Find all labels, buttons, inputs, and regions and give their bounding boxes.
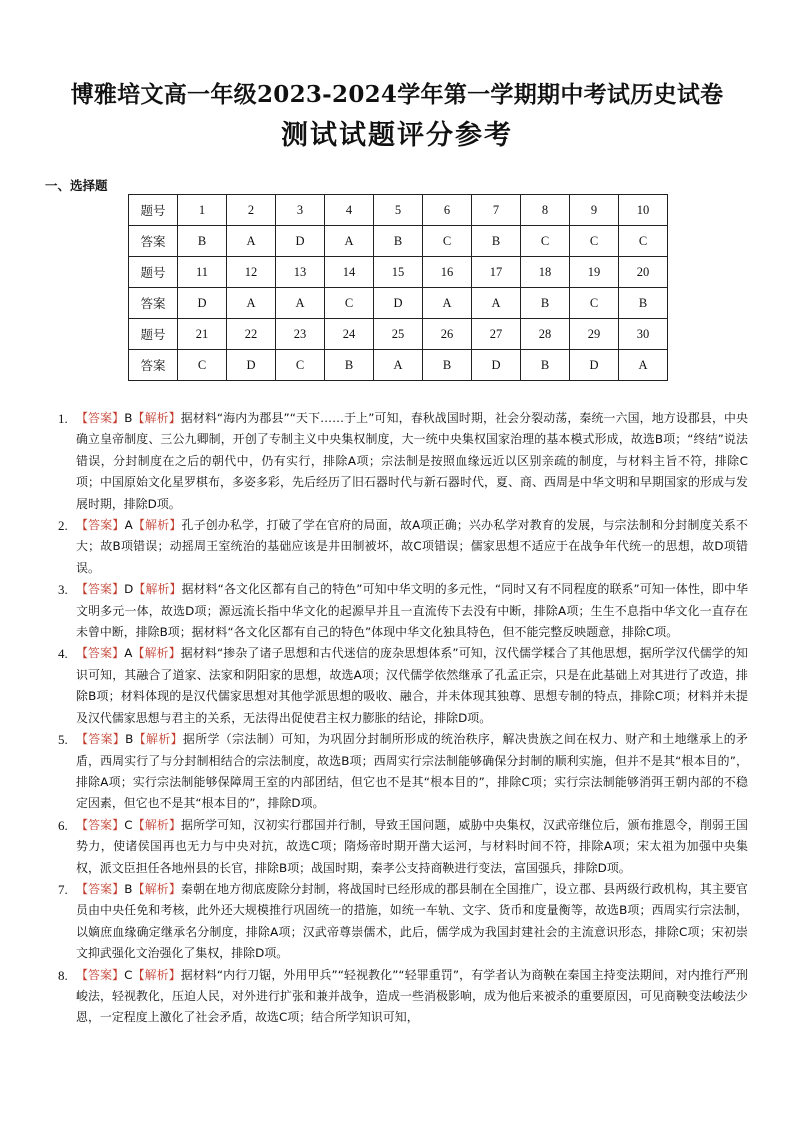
- question-number-cell: 29: [570, 319, 619, 350]
- table-row-question-numbers: [129, 319, 668, 350]
- question-number-cell: 27: [472, 319, 521, 350]
- question-number-cell: 17: [472, 257, 521, 288]
- item-answer: A: [124, 518, 133, 533]
- explanation-item: [58, 729, 748, 815]
- item-number: 4.: [58, 646, 68, 662]
- explanation-item: [58, 965, 748, 1029]
- item-answer: C: [124, 817, 133, 832]
- answer-cell: C: [570, 288, 619, 319]
- answer-tag: 【答案】: [76, 817, 125, 832]
- item-answer: D: [124, 582, 134, 597]
- item-answer: B: [125, 732, 134, 747]
- table-row-answers: [129, 350, 668, 381]
- answer-cell: D: [276, 226, 325, 257]
- question-number-cell: 26: [423, 319, 472, 350]
- answer-cell: A: [227, 288, 276, 319]
- answer-tag: 【答案】: [76, 732, 126, 747]
- item-answer: A: [124, 646, 133, 661]
- question-number-cell: 23: [276, 319, 325, 350]
- answer-cell: A: [423, 288, 472, 319]
- answer-cell: C: [325, 288, 374, 319]
- answer-cell: B: [472, 226, 521, 257]
- question-number-cell: 6: [423, 195, 472, 226]
- question-number-cell: 15: [374, 257, 423, 288]
- item-analysis-text: 孔子创办私学，打破了学在官府的局面，故A项正确；兴办私学对教育的发展，与宗法制和分封制度关系不大；故B项错误；动摇周王室统治的基础应该是井田制被坏，故C项错误；儒家思想不适应于在战争年代统一的思想，故D项错误。: [76, 518, 748, 575]
- answer-cell: D: [227, 350, 276, 381]
- table-row-question-numbers: [129, 257, 668, 288]
- question-number-cell: 7: [472, 195, 521, 226]
- analysis-tag: 【解析】: [133, 732, 183, 747]
- item-number: 6.: [58, 817, 68, 833]
- question-number-cell: 18: [521, 257, 570, 288]
- answer-cell: B: [521, 350, 570, 381]
- question-number-cell: 13: [276, 257, 325, 288]
- analysis-tag: 【解析】: [132, 646, 181, 661]
- answer-cell: C: [570, 226, 619, 257]
- analysis-tag: 【解析】: [132, 967, 181, 982]
- item-analysis-text: 据所学可知，汉初实行郡国并行制，导致王国问题，威胁中央集权，汉武帝继位后，颁布推恩令，削弱王国势力，使诸侯国再也无力与中央对抗，故选C项；隋炀帝时期开凿大运河，与材料时间不符，排除A项；宋太祖为加强中央集权，派文臣担任各地州县的长官，排除B项；战国时期，秦孝公支持商鞅进行变法，富国强兵，排除D项。: [76, 817, 748, 875]
- item-analysis-text: 据所学（宗法制）可知，为巩固分封制所形成的统治秩序，解决贵族之间在权力、财产和土地继承上的矛盾，西周实行了与分封制相结合的宗法制度，故选B项；西周实行宗法制能够确保分封制的顺利实施，但并不是其“根本目的”，排除A项；实行宗法制能够保障周王室的内部团结，但它也不是其“根本目的”，排除C项；实行宗法制能够消弭王朝内部的不稳定因素，但它也不是其“根本目的”，排除D项。: [76, 732, 748, 811]
- answer-tag: 【答案】: [76, 967, 125, 982]
- question-number-cell: 4: [325, 195, 374, 226]
- question-number-cell: 25: [374, 319, 423, 350]
- question-number-cell: 3: [276, 195, 325, 226]
- question-number-cell: 10: [619, 195, 668, 226]
- item-analysis-text: 据材料“内行刀锯，外用甲兵”“轻视教化”“轻罪重罚”，有学者认为商鞅在秦国主持变法期间，对内推行严刑峻法，轻视教化，压迫人民，对外进行扩张和兼并战争，造成一些消极影响，成为他后来被杀的重要原因，可见商鞅变法峻法少恩，一定程度上激化了社会矛盾，故选C项；结合所学知识可知，: [76, 967, 748, 1025]
- analysis-tag: 【解析】: [132, 817, 182, 832]
- answer-cell: D: [472, 350, 521, 381]
- item-analysis-text: 据材料“海内为郡县”“天下……于上”可知，春秋战国时期，社会分裂动荡，秦统一六国，地方设郡县，中央确立皇帝制度、三公九卿制，开创了专制主义中央集权制度，大一统中央集权国家治理的基本模式形成，故选B项；“终结”说法错误，分封制度在之后的朝代中，仍有实行，排除A项；宗法制是按照血缘远近以区别亲疏的制度，与材料主旨不符，排除C项；中国原始文化星罗棋布，多姿多彩，先后经历了旧石器时代与新石器时代，夏、商、西周是中华文明和早期国家的形成与发展时期，排除D项。: [76, 411, 749, 511]
- answer-tag: 【答案】: [76, 881, 125, 896]
- row-label-question: 题号: [129, 257, 178, 288]
- answer-cell: A: [619, 350, 668, 381]
- answer-cell: C: [423, 226, 472, 257]
- item-number: 5.: [58, 732, 68, 748]
- table-row-answers: [129, 288, 668, 319]
- question-number-cell: 9: [570, 195, 619, 226]
- answer-cell: D: [178, 288, 227, 319]
- document-title: 博雅培文高一年级2023-2024学年第一学期期中考试历史试卷: [70, 81, 724, 108]
- row-label-answer: 答案: [129, 226, 178, 257]
- answer-cell: B: [178, 226, 227, 257]
- question-number-cell: 30: [619, 319, 668, 350]
- answer-cell: A: [374, 350, 423, 381]
- row-label-question: 题号: [129, 195, 178, 226]
- question-number-cell: 21: [178, 319, 227, 350]
- explanation-item: [58, 643, 748, 729]
- item-analysis-text: 据材料“各文化区都有自己的特色”可知中华文明的多元性，“同时又有不同程度的联系”可知一体性，即中华文明多元一体，故选D项；源远流长指中华文化的起源早并且一直流传下去没有中断，排除A项；生生不息指中华文化一直存在未曾中断，排除B项；据材料“各文化区都有自己的特色”体现中华文化独具特色，但不能完整反映题意，排除C项。: [76, 582, 749, 640]
- item-answer: B: [124, 881, 133, 896]
- answer-table: [128, 194, 668, 381]
- explanations-list: [58, 408, 748, 1029]
- answer-cell: C: [178, 350, 227, 381]
- item-analysis-text: 秦朝在地方彻底废除分封制，将战国时已经形成的郡县制在全国推广，设立郡、县两级行政机构，其主要官员由中央任免和考核，此外还大规模推行巩固统一的措施，如统一车轨、文字、货币和度量衡等，故选B项；西周实行宗法制，以嫡庶血缘确定继承名分制度，排除A项；汉武帝尊崇儒术，此后，儒学成为我国封建社会的主流意识形态，排除C项；宋初崇文抑武强化文治强化了集权，排除D项。: [76, 881, 748, 961]
- question-number-cell: 1: [178, 195, 227, 226]
- item-number: 3.: [58, 582, 68, 598]
- question-number-cell: 19: [570, 257, 619, 288]
- analysis-tag: 【解析】: [133, 582, 182, 597]
- answer-cell: C: [619, 226, 668, 257]
- table-row-question-numbers: [129, 195, 668, 226]
- answer-tag: 【答案】: [76, 518, 125, 533]
- analysis-tag: 【解析】: [132, 411, 181, 425]
- document-subtitle: 测试试题评分参考: [281, 120, 513, 151]
- question-number-cell: 5: [374, 195, 423, 226]
- answer-cell: B: [521, 288, 570, 319]
- answer-cell: D: [570, 350, 619, 381]
- question-number-cell: 2: [227, 195, 276, 226]
- answer-cell: D: [374, 288, 423, 319]
- explanation-item: [58, 515, 748, 579]
- question-number-cell: 20: [619, 257, 668, 288]
- question-number-cell: 14: [325, 257, 374, 288]
- item-analysis-text: 据材料“掺杂了诸子思想和古代迷信的庞杂思想体系”可知，汉代儒学糅合了其他思想，据所学汉代儒学的知识可知，其融合了道家、法家和阴阳家的思想，故选A项；汉代儒学依然继承了孔孟正宗，只是在此基础上对其进行了改造，排除B项；材料体现的是汉代儒家思想对其他学派思想的吸收、融合，并未体现其独尊、思想专制的特点，排除C项；材料并未提及汉代儒家思想与君主的关系，无法得出促使君主权力膨胀的结论，排除D项。: [76, 646, 748, 725]
- question-number-cell: 11: [178, 257, 227, 288]
- question-number-cell: 22: [227, 319, 276, 350]
- explanation-item: [58, 579, 748, 643]
- analysis-tag: 【解析】: [132, 518, 182, 533]
- answer-tag: 【答案】: [76, 411, 125, 425]
- item-answer: C: [124, 967, 133, 982]
- item-number: 7.: [58, 881, 68, 897]
- explanation-item: [58, 408, 748, 515]
- answer-cell: A: [276, 288, 325, 319]
- row-label-question: 题号: [129, 319, 178, 350]
- answer-cell: C: [521, 226, 570, 257]
- answer-cell: B: [374, 226, 423, 257]
- answer-cell: B: [619, 288, 668, 319]
- row-label-answer: 答案: [129, 350, 178, 381]
- answer-cell: A: [472, 288, 521, 319]
- question-number-cell: 12: [227, 257, 276, 288]
- item-number: 8.: [58, 967, 68, 983]
- answer-cell: B: [325, 350, 374, 381]
- answer-cell: A: [227, 226, 276, 257]
- item-number: 1.: [58, 411, 68, 426]
- explanation-item: [58, 879, 748, 965]
- item-number: 2.: [58, 518, 68, 534]
- explanation-item: [58, 815, 748, 879]
- question-number-cell: 8: [521, 195, 570, 226]
- question-number-cell: 28: [521, 319, 570, 350]
- table-row-answers: [129, 226, 668, 257]
- answer-cell: C: [276, 350, 325, 381]
- analysis-tag: 【解析】: [132, 881, 181, 896]
- row-label-answer: 答案: [129, 288, 178, 319]
- answer-tag: 【答案】: [76, 582, 125, 597]
- answer-tag: 【答案】: [76, 646, 125, 661]
- answer-cell: A: [325, 226, 374, 257]
- item-answer: B: [124, 411, 133, 425]
- answer-cell: B: [423, 350, 472, 381]
- question-number-cell: 24: [325, 319, 374, 350]
- question-number-cell: 16: [423, 257, 472, 288]
- section-heading: 一、选择题: [45, 178, 108, 193]
